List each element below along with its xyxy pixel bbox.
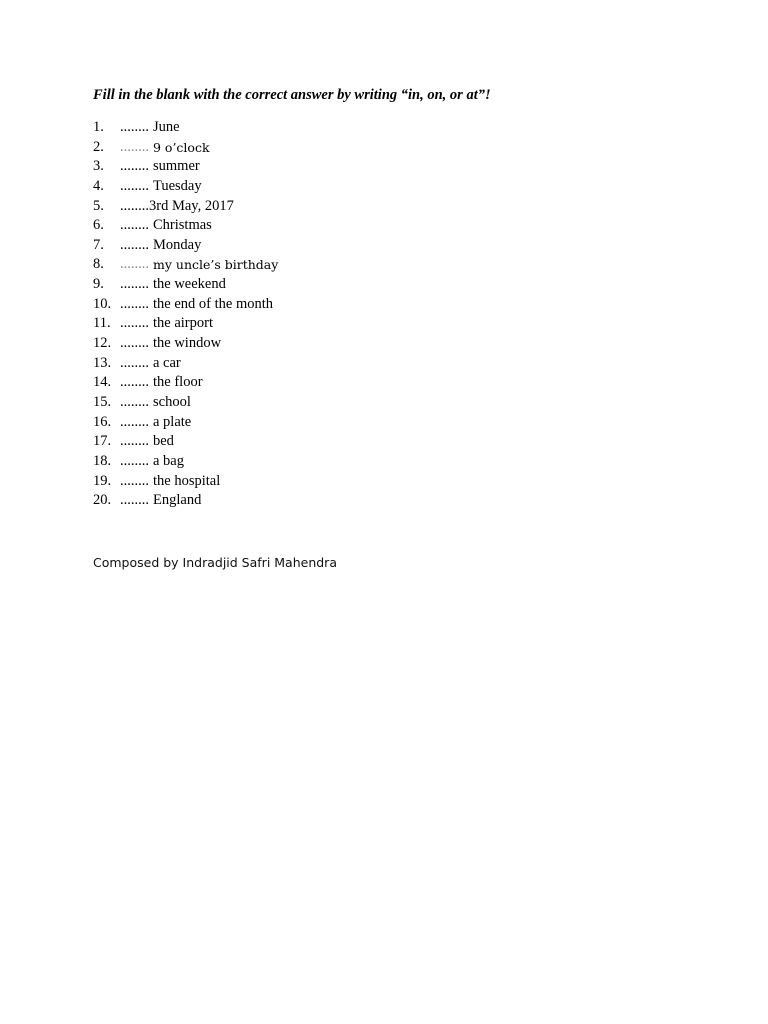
- item-text: school: [153, 393, 191, 410]
- item-text: the window: [153, 335, 222, 352]
- answer-blank: ........: [120, 276, 149, 293]
- item-text: a plate: [153, 413, 192, 430]
- item-text: June: [153, 119, 180, 135]
- answer-blank: ........: [120, 492, 149, 509]
- item-text: 3rd May, 2017: [149, 197, 234, 214]
- answer-blank: ........: [120, 413, 149, 430]
- item-number: 19.: [93, 472, 112, 489]
- item-number: 5.: [93, 197, 104, 214]
- list-item: [93, 432, 278, 452]
- answer-blank: ........: [120, 374, 149, 391]
- list-item: [93, 255, 278, 275]
- item-text: the hospital: [153, 472, 221, 489]
- answer-blank: ........: [120, 472, 149, 489]
- item-text: the end of the month: [153, 295, 274, 312]
- item-number: 1.: [93, 119, 104, 135]
- answer-blank: ........: [120, 393, 149, 410]
- item-text: summer: [153, 158, 200, 175]
- item-number: 6.: [93, 217, 104, 234]
- list-item: [93, 295, 278, 315]
- item-number: 16.: [93, 413, 112, 430]
- list-item: [93, 452, 278, 472]
- answer-blank: ........: [120, 217, 149, 234]
- item-number: 14.: [93, 374, 112, 391]
- item-number: 20.: [93, 492, 112, 509]
- item-text: bed: [153, 433, 174, 450]
- item-text: Christmas: [153, 217, 212, 234]
- item-number: 4.: [93, 177, 104, 194]
- item-number: 9.: [93, 276, 104, 293]
- item-number: 18.: [93, 452, 112, 469]
- list-item: [93, 373, 278, 393]
- item-number: 11.: [93, 315, 111, 332]
- item-number: 10.: [93, 295, 112, 312]
- exercise-list: [93, 118, 278, 511]
- list-item: [93, 413, 278, 433]
- answer-blank: ........: [120, 236, 149, 253]
- answer-blank: ........: [120, 335, 149, 352]
- answer-blank: ........: [120, 177, 149, 194]
- item-number: 2.: [93, 138, 104, 155]
- author-credit: Composed by Indradjid Safri Mahendra: [93, 555, 337, 570]
- item-text: the airport: [153, 315, 213, 332]
- list-item: [93, 216, 278, 236]
- item-number: 7.: [93, 236, 104, 253]
- answer-blank: ........: [120, 256, 149, 273]
- list-item: [93, 138, 278, 158]
- list-item: [93, 334, 278, 354]
- list-item: [93, 177, 278, 197]
- item-number: 3.: [93, 158, 104, 175]
- item-text: England: [153, 492, 202, 509]
- item-number: 13.: [93, 354, 112, 371]
- item-number: 8.: [93, 256, 104, 273]
- answer-blank: ........: [120, 119, 149, 135]
- answer-blank: ........: [120, 452, 149, 469]
- answer-blank: ........: [120, 315, 149, 332]
- instruction-heading: Fill in the blank with the correct answer by writing “in, on, or at”!: [93, 87, 491, 103]
- list-item: [93, 472, 278, 492]
- item-number: 15.: [93, 393, 112, 410]
- list-item: [93, 236, 278, 256]
- list-item: [93, 157, 278, 177]
- item-number: 17.: [93, 433, 112, 450]
- item-number: 12.: [93, 335, 112, 352]
- answer-blank: ........: [120, 295, 149, 312]
- item-text: my uncle’s birthday: [153, 257, 279, 273]
- list-item: [93, 275, 278, 295]
- list-item: [93, 118, 278, 138]
- item-text: a car: [153, 354, 181, 371]
- item-text: a bag: [153, 452, 184, 469]
- list-item: [93, 314, 278, 334]
- list-item: [93, 393, 278, 413]
- answer-blank: ........: [120, 138, 149, 155]
- item-text: 9 o’clock: [153, 139, 210, 155]
- item-text: the floor: [153, 374, 203, 391]
- list-item: [93, 354, 278, 374]
- item-text: Monday: [153, 236, 202, 253]
- answer-blank: ........: [120, 158, 149, 175]
- list-item: [93, 197, 278, 217]
- answer-blank: ........: [120, 433, 149, 450]
- item-text: the weekend: [153, 276, 226, 293]
- list-item: [93, 491, 278, 511]
- item-text: Tuesday: [153, 177, 202, 194]
- answer-blank: ........: [120, 197, 149, 214]
- answer-blank: ........: [120, 354, 149, 371]
